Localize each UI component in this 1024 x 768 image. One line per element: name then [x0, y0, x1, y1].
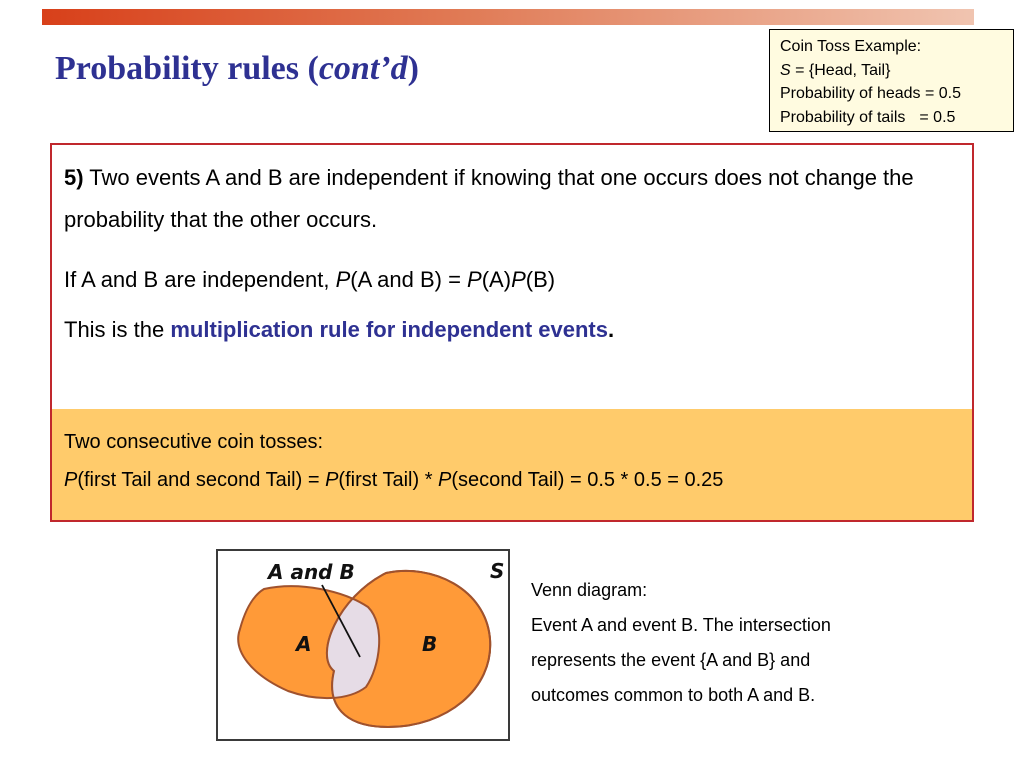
- coin-heading: Coin Toss Example:: [780, 38, 922, 55]
- example-part2: (first Tail) *: [338, 469, 439, 491]
- title-suffix: ): [407, 50, 419, 87]
- caption-line: outcomes common to both A and B.: [531, 685, 816, 705]
- intersection-label: A and B: [268, 560, 355, 584]
- rule-description: [64, 315, 960, 345]
- example-p: P: [325, 469, 339, 491]
- rule-statement: [64, 157, 960, 241]
- sample-space-line: [780, 59, 1003, 83]
- tails-label: Probability of tails: [780, 108, 906, 126]
- desc-prefix: This is the: [64, 317, 171, 342]
- rule-number: 5): [64, 165, 84, 190]
- example-heading: Two consecutive coin tosses:: [64, 431, 324, 453]
- rule-formula: [64, 265, 960, 295]
- formula-p: P: [511, 267, 526, 292]
- set-b-label: B: [422, 632, 438, 656]
- rule-box: [50, 143, 974, 522]
- tails-value: = 0.5: [919, 108, 956, 126]
- example-part3: (second Tail) = 0.5 * 0.5 = 0.25: [451, 469, 724, 491]
- caption-line: Venn diagram:: [531, 580, 648, 600]
- title-prefix: Probability rules (: [55, 50, 319, 87]
- desc-suffix: .: [607, 317, 615, 342]
- formula-b: (B): [525, 267, 556, 292]
- formula-p: P: [467, 267, 482, 292]
- rule-text-area: [52, 145, 972, 409]
- example-formula: [64, 461, 960, 499]
- venn-svg: [218, 551, 508, 739]
- formula-prefix: If A and B are independent,: [64, 267, 336, 292]
- sample-space-symbol: S: [780, 61, 791, 79]
- heads-probability: Probability of heads = 0.5: [780, 85, 962, 102]
- venn-caption: [531, 573, 831, 713]
- top-accent-bar: [42, 9, 974, 25]
- multiplication-rule-term: multiplication rule for independent events: [170, 317, 608, 342]
- example-p: P: [64, 469, 78, 491]
- venn-diagram: [216, 549, 510, 741]
- formula-p: P: [335, 267, 351, 292]
- example-part1: (first Tail and second Tail) =: [77, 469, 326, 491]
- caption-line: represents the event {A and B} and: [531, 650, 811, 670]
- tails-probability-line: [780, 106, 1003, 130]
- coin-toss-calculation: [52, 409, 972, 520]
- formula-a: (A): [481, 267, 512, 292]
- formula-mid: (A and B) =: [350, 267, 468, 292]
- slide-title: [55, 50, 419, 88]
- set-a-label: A: [296, 632, 312, 656]
- sample-space-value: = {Head, Tail}: [790, 61, 891, 79]
- example-p: P: [438, 469, 452, 491]
- rule-statement-text: Two events A and B are independent if knowing that one occurs does not change the probability that the other occurs.: [64, 165, 914, 232]
- title-italic: cont’d: [318, 50, 408, 87]
- caption-line: Event A and event B. The intersection: [531, 615, 831, 635]
- coin-toss-example-box: [769, 29, 1014, 132]
- sample-space-label: S: [490, 559, 505, 583]
